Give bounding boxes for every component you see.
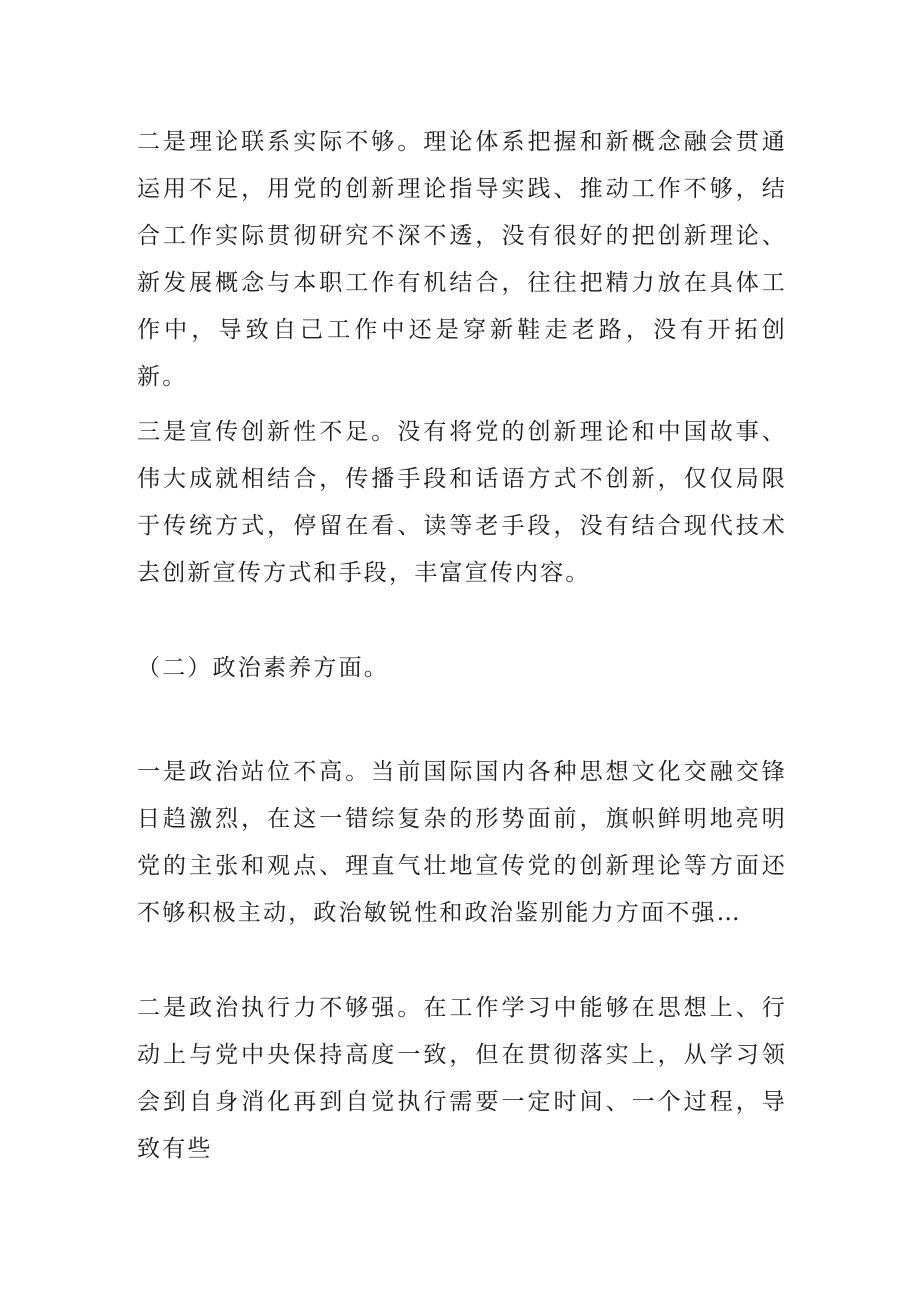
paragraph-theory-practice: 二是理论联系实际不够。理论体系把握和新概念融会贯通运用不足，用党的创新理论指导实践、推动工作不够，结合工作实际贯彻研究不深不透，没有很好的把创新理论、新发展概念与本职工作有机结合，往往把精力放在具体工作中，导致自己工作中还是穿新鞋走老路，没有开拓创新。 bbox=[137, 129, 787, 390]
paragraph-political-stance: 一是政治站位不高。当前国际国内各种思想文化交融交锋日趋激烈，在这一错综复杂的形势面前，旗帜鲜明地亮明党的主张和观点、理直气壮地宣传党的创新理论等方面还不够积极主动，政治敏锐性和政治鉴别能力方面不强… bbox=[137, 759, 787, 926]
paragraph-publicity-innovation: 三是宣传创新性不足。没有将党的创新理论和中国故事、伟大成就相结合，传播手段和话语方式不创新，仅仅局限于传统方式，停留在看、读等老手段，没有结合现代技术去创新宣传方式和手段，丰富宣传内容。 bbox=[137, 419, 787, 586]
paragraph-political-execution: 二是政治执行力不够强。在工作学习中能够在思想上、行动上与党中央保持高度一致，但在贯彻落实上，从学习领会到自身消化再到自觉执行需要一定时间、一个过程，导致有些 bbox=[137, 995, 787, 1162]
section-heading-political-literacy: （二）政治素养方面。 bbox=[137, 655, 389, 681]
